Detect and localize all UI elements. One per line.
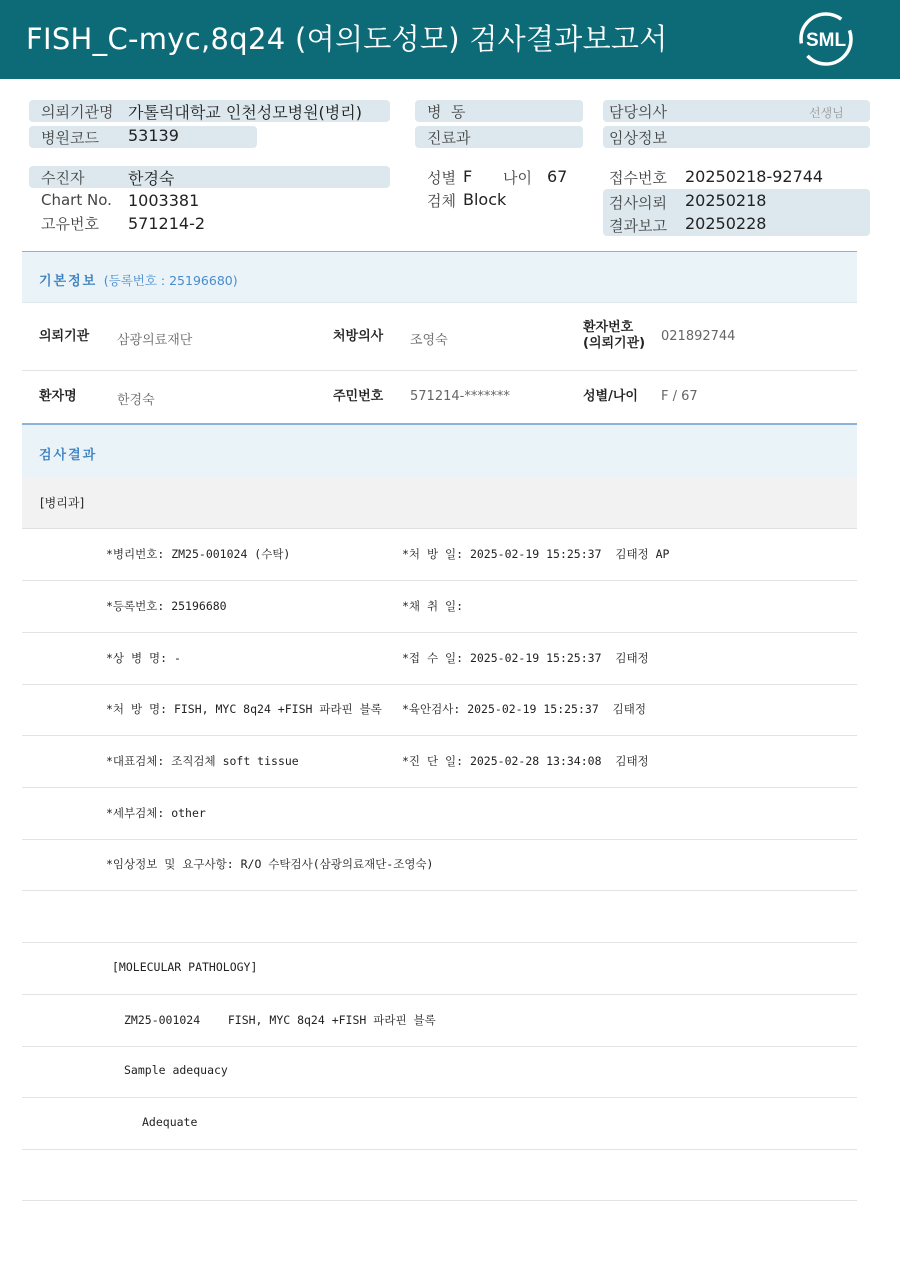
result-right: *접 수 일: 2025-02-19 15:25:37 김태정 bbox=[402, 651, 649, 665]
sex-value: F bbox=[463, 167, 473, 186]
result-left: *등록번호: 25196680 bbox=[106, 599, 227, 613]
result-left: *세부검체: other bbox=[106, 806, 206, 820]
result-row bbox=[22, 529, 857, 581]
report-date-label: 결과보고 bbox=[609, 217, 667, 235]
basic-info-title bbox=[39, 270, 238, 289]
molecular-title: [MOLECULAR PATHOLOGY] bbox=[112, 960, 258, 974]
ward-label: 병 동 bbox=[427, 103, 466, 121]
sml-logo-icon bbox=[796, 10, 856, 68]
chart-no-value: 1003381 bbox=[128, 191, 200, 210]
unique-no-value: 571214-2 bbox=[128, 214, 206, 233]
prescriber-value: 조영숙 bbox=[410, 333, 448, 348]
patient-value: 한경숙 bbox=[128, 169, 175, 188]
org-label: 의뢰기관 bbox=[39, 329, 90, 344]
basic-info-heading: 기본정보 bbox=[39, 274, 98, 289]
result-right: *처 방 일: 2025-02-19 15:25:37 김태정 AP bbox=[402, 547, 670, 561]
sml-logo bbox=[796, 10, 856, 68]
result-left: *임상정보 및 요구사항: R/O 수탁검사(삼광의료재단-조영숙) bbox=[106, 857, 434, 871]
adequacy-label: Sample adequacy bbox=[124, 1063, 228, 1077]
sex-age-label: 성별/나이 bbox=[583, 389, 638, 404]
section-row bbox=[22, 477, 857, 529]
specimen-value: Block bbox=[463, 190, 507, 209]
clinical-info-label: 임상정보 bbox=[609, 129, 667, 147]
patient-label: 수진자 bbox=[41, 169, 85, 187]
specimen-label: 검체 bbox=[427, 192, 456, 210]
basic-info-band bbox=[22, 251, 857, 303]
adequacy-value: Adequate bbox=[142, 1115, 198, 1129]
report-date-value: 20250228 bbox=[685, 214, 767, 233]
result-left: *대표검체: 조직검체 soft tissue bbox=[106, 754, 299, 768]
request-org-value: 가톨릭대학교 인천성모병원(병리) bbox=[128, 103, 362, 122]
empty-row bbox=[22, 1149, 857, 1201]
patient-no-label-line1: 환자번호 bbox=[583, 320, 634, 335]
report-header-bar bbox=[0, 0, 900, 79]
hospital-code-value: 53139 bbox=[128, 126, 179, 145]
hospital-code-label: 병원코드 bbox=[41, 129, 99, 147]
molecular-line: ZM25-001024 FISH, MYC 8q24 +FISH 파라핀 블록 bbox=[124, 1013, 436, 1027]
receipt-no-label: 접수번호 bbox=[609, 169, 667, 187]
sex-label: 성별 bbox=[427, 169, 456, 187]
doctor-suffix: 선생님 bbox=[809, 106, 844, 120]
results-band bbox=[22, 423, 857, 477]
department-label: 진료과 bbox=[427, 129, 471, 147]
prescriber-label: 처방의사 bbox=[333, 329, 384, 344]
result-row bbox=[22, 995, 857, 1047]
result-right: *진 단 일: 2025-02-28 13:34:08 김태정 bbox=[402, 754, 649, 768]
result-left: *상 병 명: - bbox=[106, 651, 181, 665]
doctor-label: 담당의사 bbox=[609, 103, 667, 121]
result-row bbox=[22, 684, 857, 736]
logo-text: SML bbox=[805, 30, 847, 51]
age-value: 67 bbox=[547, 167, 568, 186]
resident-no-value: 571214-******* bbox=[410, 389, 510, 404]
result-right: *채 취 일: bbox=[402, 599, 464, 613]
age-label: 나이 bbox=[503, 169, 532, 187]
result-row bbox=[22, 788, 857, 840]
patient-no-value: 021892744 bbox=[661, 329, 736, 344]
org-value: 삼광의료재단 bbox=[117, 333, 193, 348]
request-date-label: 검사의뢰 bbox=[609, 194, 667, 212]
patient-name-label: 환자명 bbox=[39, 389, 77, 404]
report-title: FISH_C-myc,8q24 (여의도성모) 검사결과보고서 bbox=[26, 22, 668, 56]
unique-no-label: 고유번호 bbox=[41, 215, 99, 233]
result-row bbox=[22, 633, 857, 685]
chart-no-label: Chart No. bbox=[41, 191, 112, 209]
result-row bbox=[22, 736, 857, 788]
result-row bbox=[22, 1098, 857, 1150]
registration-number: (등록번호 : 25196680) bbox=[103, 273, 238, 288]
result-row bbox=[22, 581, 857, 633]
request-date-value: 20250218 bbox=[685, 191, 767, 210]
resident-no-label: 주민번호 bbox=[333, 389, 384, 404]
result-row bbox=[22, 943, 857, 995]
results-title: 검사결과 bbox=[39, 448, 98, 463]
section-label: [병리과] bbox=[40, 496, 85, 510]
empty-row bbox=[22, 891, 857, 943]
basic-info-row-2 bbox=[22, 371, 857, 424]
basic-info-row-1 bbox=[22, 303, 857, 371]
sex-age-value: F / 67 bbox=[661, 389, 698, 404]
result-row bbox=[22, 839, 857, 891]
patient-no-label-line2: (의뢰기관) bbox=[583, 336, 646, 351]
receipt-no-value: 20250218-92744 bbox=[685, 167, 824, 186]
result-right: *육안검사: 2025-02-19 15:25:37 김태정 bbox=[402, 702, 646, 716]
result-left: *병리번호: ZM25-001024 (수탁) bbox=[106, 547, 291, 561]
result-row bbox=[22, 1046, 857, 1098]
patient-no-label bbox=[583, 320, 645, 352]
result-left: *처 방 명: FISH, MYC 8q24 +FISH 파라핀 블록 bbox=[106, 702, 382, 716]
request-org-label: 의뢰기관명 bbox=[41, 103, 114, 121]
patient-name-value: 한경숙 bbox=[117, 393, 155, 408]
